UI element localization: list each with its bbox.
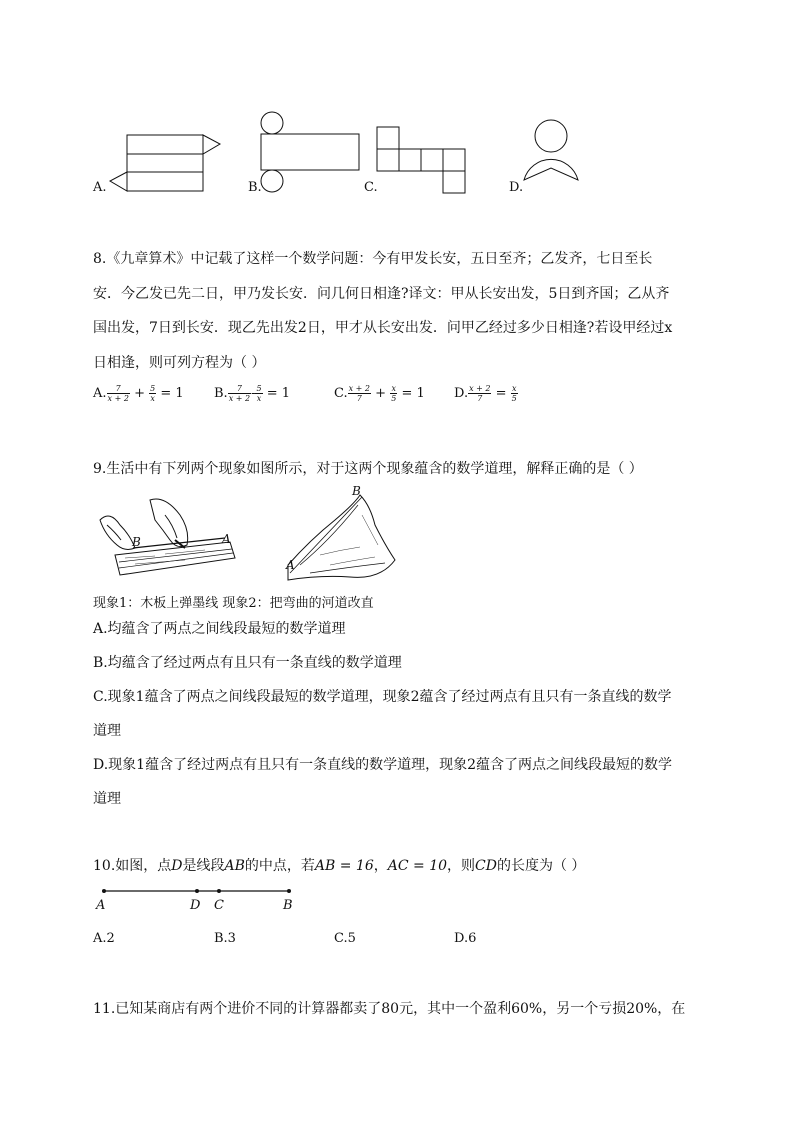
q9-figure-river: [280, 485, 410, 590]
q8-b-frac2-num: 5: [256, 384, 262, 393]
q10-sep: ，: [373, 858, 388, 874]
q9-option-b[interactable]: B.均蕴含了经过两点有且只有一条直线的数学道理: [93, 655, 402, 671]
q8-stem-line-3: 国出发，7日到长安．现乙先出发2日，甲才从长安出发．问甲乙经过多少日相逢?若设甲经过x: [93, 320, 673, 336]
q7-option-d-label[interactable]: D.: [509, 180, 524, 195]
q10-eq-ac: AC = 10: [387, 858, 448, 874]
q8-a-frac1-den: x + 2: [107, 394, 129, 403]
q9-option-c-line-1[interactable]: C.现象1蕴含了两点之间线段最短的数学道理，现象2蕴含了经过两点有且只有一条直线的数学: [93, 689, 672, 705]
q10-label-d: D: [190, 898, 201, 913]
q8-d-operator: =: [495, 386, 507, 401]
q8-c-frac1-den: 7: [356, 394, 362, 403]
q10-point-d-dot: [195, 889, 199, 893]
q7-figure-b: [258, 108, 368, 198]
q9-figure-caption: 现象1：木板上弹墨线 现象2：把弯曲的河道改直: [93, 596, 374, 611]
q8-c-operator: +: [375, 386, 387, 401]
q8-option-b[interactable]: [214, 384, 290, 403]
q8-c-frac1-num: x + 2: [348, 384, 371, 393]
q8-stem-line-2: 安．今乙发已先二日，甲乃发长安．问几何日相逢?译文：甲从长安出发，5日到齐国；乙从齐: [93, 286, 670, 302]
q10-label-b: B: [283, 898, 293, 913]
q9-stem: 9.生活中有下列两个现象如图所示，对于这两个现象蕴含的数学道理，解释正确的是（ ）: [93, 461, 643, 477]
q7-figure-d: [520, 118, 585, 198]
q8-c-rhs: = 1: [401, 386, 425, 401]
q10-stem-mid-1: 是线段: [182, 858, 225, 874]
q9-fig1-label-b: B: [132, 535, 141, 549]
q9-option-d-line-1[interactable]: D.现象1蕴含了经过两点有且只有一条直线的数学道理，现象2蕴含了两点之间线段最短的数学: [93, 757, 672, 773]
q10-option-b[interactable]: B.3: [214, 931, 236, 946]
q8-a-frac2-den: x: [150, 394, 155, 403]
q8-option-d-label: D.: [454, 386, 469, 401]
q10-stem-end: 的长度为（ ）: [496, 858, 586, 874]
q10-point-d: D: [171, 858, 183, 874]
q7-option-a-label[interactable]: A.: [93, 180, 107, 195]
q10-segment-figure: [100, 886, 300, 898]
q8-a-operator: +: [134, 386, 145, 401]
q10-option-c[interactable]: C.5: [334, 931, 356, 946]
q8-b-frac1-num: 7: [228, 384, 251, 394]
q8-a-frac1-num: 7: [107, 384, 130, 394]
q8-stem-line-4: 日相逢，则可列方程为（ ）: [93, 355, 266, 371]
q10-eq-ab: AB = 16: [314, 858, 374, 874]
q8-b-frac1-den: x + 2: [228, 394, 251, 403]
q8-d-frac1-num: x + 2: [469, 384, 491, 393]
q8-stem-line-1: 8.《九章算术》中记载了这样一个数学问题：今有甲发长安，五日至齐；乙发齐，七日至长: [93, 251, 653, 267]
q10-point-c-dot: [217, 889, 221, 893]
q8-option-a-label: A.: [93, 386, 107, 401]
q8-b-operator: -: [251, 386, 256, 401]
q7-option-c-label[interactable]: C.: [364, 180, 378, 195]
q8-option-a[interactable]: [93, 384, 184, 403]
q9-fig2-label-a: A: [286, 558, 295, 572]
q8-c-frac2-den: 5: [391, 394, 397, 403]
q10-label-c: C: [214, 898, 224, 913]
q8-d-frac2-num: x: [511, 384, 517, 393]
q8-option-b-label: B.: [214, 386, 228, 401]
q8-option-c[interactable]: [334, 384, 425, 403]
q10-segment-cd: CD: [475, 858, 497, 874]
q8-b-frac2-den: x: [256, 394, 262, 403]
q9-option-a[interactable]: A.均蕴含了两点之间线段最短的数学道理: [93, 621, 346, 637]
q10-stem-mid-2: 的中点，若: [244, 858, 315, 874]
q11-stem-line-1: 11.已知某商店有两个进价不同的计算器都卖了80元，其中一个盈利60%，另一个亏损20%，在: [93, 1001, 686, 1017]
q10-segment-ab: AB: [224, 858, 245, 874]
q10-option-d[interactable]: D.6: [454, 931, 477, 946]
q8-option-c-label: C.: [334, 386, 348, 401]
q10-point-a-dot: [102, 889, 106, 893]
q9-fig1-label-a: A: [222, 532, 231, 546]
q8-a-frac2-num: 5: [150, 384, 156, 393]
q7-option-b-label[interactable]: B.: [248, 180, 262, 195]
q10-stem-pre: 10.如图，点: [93, 858, 172, 874]
q8-b-rhs: = 1: [266, 386, 291, 401]
q7-figure-c: [375, 125, 470, 195]
q9-option-d-line-2: 道理: [93, 791, 121, 807]
q8-a-rhs: = 1: [160, 386, 184, 401]
q9-fig2-label-b: B: [352, 484, 361, 498]
q8-d-frac1-den: 7: [477, 394, 483, 403]
q8-c-frac2-num: x: [391, 384, 396, 393]
q10-stem-mid-3: ，则: [447, 858, 476, 874]
q10-label-a: A: [96, 898, 106, 913]
q10-point-b-dot: [287, 889, 291, 893]
q8-option-d[interactable]: [454, 384, 518, 403]
q10-option-a[interactable]: A.2: [93, 931, 115, 946]
q7-figure-a: [105, 125, 225, 195]
q9-option-c-line-2: 道理: [93, 723, 121, 739]
q10-stem: [93, 855, 585, 875]
q8-d-frac2-den: 5: [511, 394, 517, 403]
